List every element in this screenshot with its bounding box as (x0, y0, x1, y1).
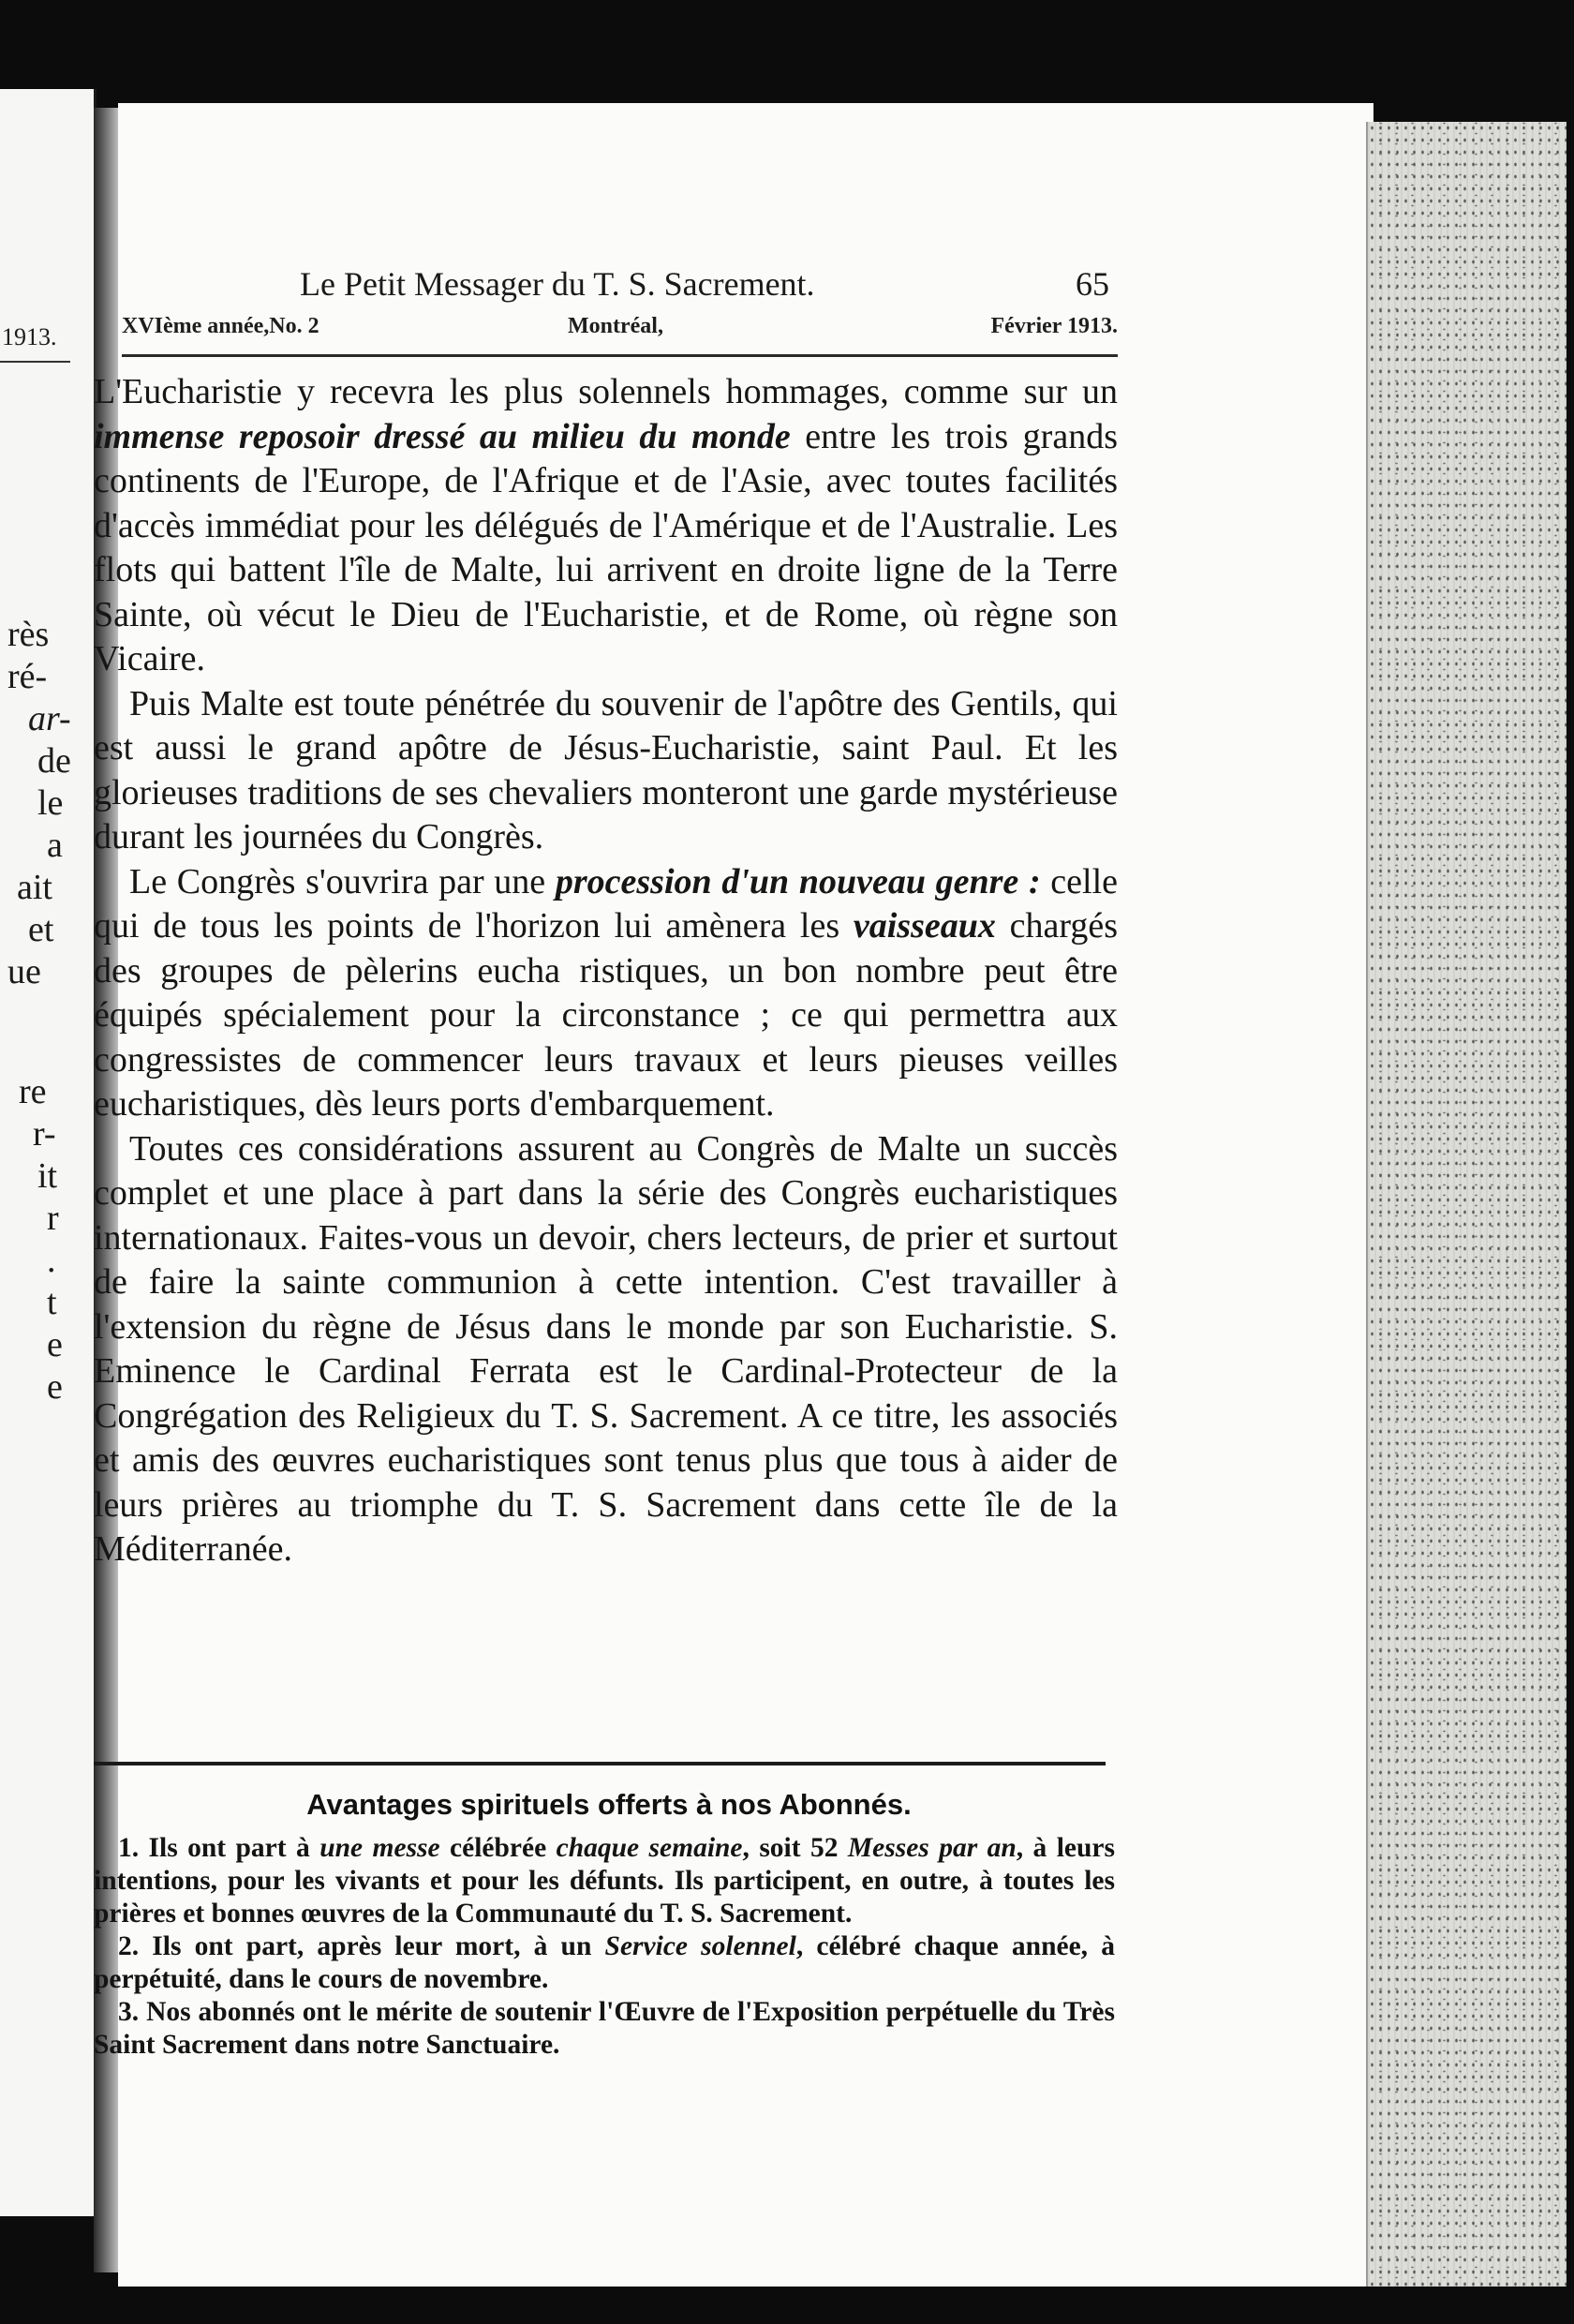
notice-title: Avantages spirituels offerts à nos Abonnés. (306, 1788, 912, 1821)
issue-line (122, 314, 1118, 351)
left-page-fragment: re (19, 1072, 47, 1111)
left-page-fragment: rès (7, 615, 50, 654)
left-page-fragment: t (47, 1283, 57, 1322)
left-page-fragment: r- (33, 1114, 56, 1154)
notice-item-3: 3. Nos abonnés ont le mérite de soutenir l'Œuvre de l'Exposition perpétuelle du Très Saint Sacrement dans notre Sanctuaire. (94, 1997, 1115, 2060)
section-rule (94, 1762, 1106, 1765)
p3-text-a: Le Congrès s'ouvrira par une (129, 861, 556, 901)
p3-emphasis-a: procession d'un nouveau genre : (555, 861, 1041, 901)
paragraph-2: Puis Malte est toute pénétrée du souvenir de l'apôtre des Gentils, qui est aussi le grand apôtre de Jésus-Eucharistie, saint Paul. Et les glorieuses traditions de ses chevaliers monteront une garde mystérieuse durant les journées du Congrès. (94, 683, 1118, 857)
n1-em-c: Messes par an (847, 1833, 1017, 1863)
p3-emphasis-b: vaisseaux (853, 906, 996, 946)
n1-em-a: une messe (319, 1833, 440, 1863)
left-page (0, 89, 97, 2216)
left-page-fragment: ue (7, 952, 41, 991)
running-title: Le Petit Messager du T. S. Sacrement. (300, 265, 815, 303)
n1-d: , à leurs intentions, pour les vivants et pour les défunts. Ils participent, en outre, à toutes les prières et bonnes œuvres de la Communauté du T. S. Sacrement. (94, 1833, 1116, 1929)
paragraph-1 (94, 370, 1118, 682)
n2-a: 2. Ils ont part, après leur mort, à un (118, 1931, 605, 1961)
p1-text-b: entre les trois grands continents de l'Europe, de l'Afrique et de l'Asie, avec toutes facilités d'accès immédiat pour les délégués de l'Amérique et de l'Australie. Les flots qui battent l'île de Malte, lui arrivent en droite ligne de la Terre Sainte, où vécut le Dieu de l'Eucharistie, et de Rome, où règne son Vicaire. (94, 416, 1118, 678)
p3-text-c: chargés des groupes de pèlerins eucha ristiques, un bon nombre peut être équipés spécialement pour la circonstance ; ce qui permettra aux congressistes de commencer leurs travaux et leurs pieuses veilles eucharistiques, dès leurs ports d'embarquement. (94, 906, 1118, 1124)
left-page-fragment: e (47, 1367, 63, 1407)
n1-c: , soit 52 (742, 1833, 848, 1863)
left-page-fragment: a (47, 826, 63, 865)
issue-city: Montréal, (568, 314, 663, 338)
left-page-fragments (0, 89, 94, 2216)
issue-date: Février 1913. (990, 314, 1118, 338)
notice-item-2 (94, 1930, 1115, 1996)
left-page-fragment: . (47, 1241, 56, 1280)
left-page-year: 1913. (2, 323, 57, 350)
p3-text-b: celle qui de tous les points de l'horizon lui amènera les (94, 861, 1118, 946)
left-page-fragment: ar- (28, 699, 71, 738)
notice-item-1 (94, 1832, 1115, 1930)
notice-body (94, 1832, 1115, 2062)
page-edge (1366, 122, 1567, 2287)
header-rule (122, 354, 1118, 357)
n1-b: célébrée (439, 1833, 557, 1863)
left-page-fragment: ré- (7, 657, 48, 696)
n2-em: Service solennel (604, 1931, 796, 1961)
n1-a: 1. Ils ont part à (118, 1833, 320, 1863)
paragraph-4: Toutes ces considérations assurent au Congrès de Malte un succès complet et une place à part dans la série des Congrès eucharistiques internationaux. Faites-vous un devoir, chers lecteurs, de prier et surtout de faire la sainte communion à cette intention. C'est travailler à l'extension du règne de Jésus dans le monde par son Eucharistie. S. Eminence le Cardinal Ferrata est le Cardinal-Protecteur de la Congrégation des Religieux du T. S. Sacrement. A ce titre, les associés et amis des œuvres eucharistiques sont tenus plus que tous à aider de leurs prières au triomphe du T. S. Sacrement dans cette île de la Méditerranée. (94, 1128, 1118, 1569)
left-page-fragment: et (28, 910, 54, 949)
issue-number: XVIème année,No. 2 (122, 314, 319, 338)
left-page-fragment: ait (17, 868, 52, 907)
left-page-fragment: de (37, 741, 71, 781)
p1-text-a: L'Eucharistie y recevra les plus solennels hommages, comme sur un (94, 372, 1118, 411)
n1-em-b: chaque semaine (556, 1833, 743, 1863)
left-page-fragment: e (47, 1325, 63, 1364)
page-number: 65 (1076, 265, 1109, 303)
article-body (94, 370, 1118, 1572)
paragraph-3 (94, 860, 1118, 1127)
p1-emphasis: immense reposoir dressé au milieu du monde (94, 416, 791, 456)
left-page-fragment: r (47, 1199, 59, 1238)
n2-b: , célébré chaque année, à perpétuité, dans le cours de novembre. (94, 1931, 1115, 1994)
left-page-fragment: le (37, 783, 64, 823)
left-page-fragment: it (37, 1156, 58, 1196)
